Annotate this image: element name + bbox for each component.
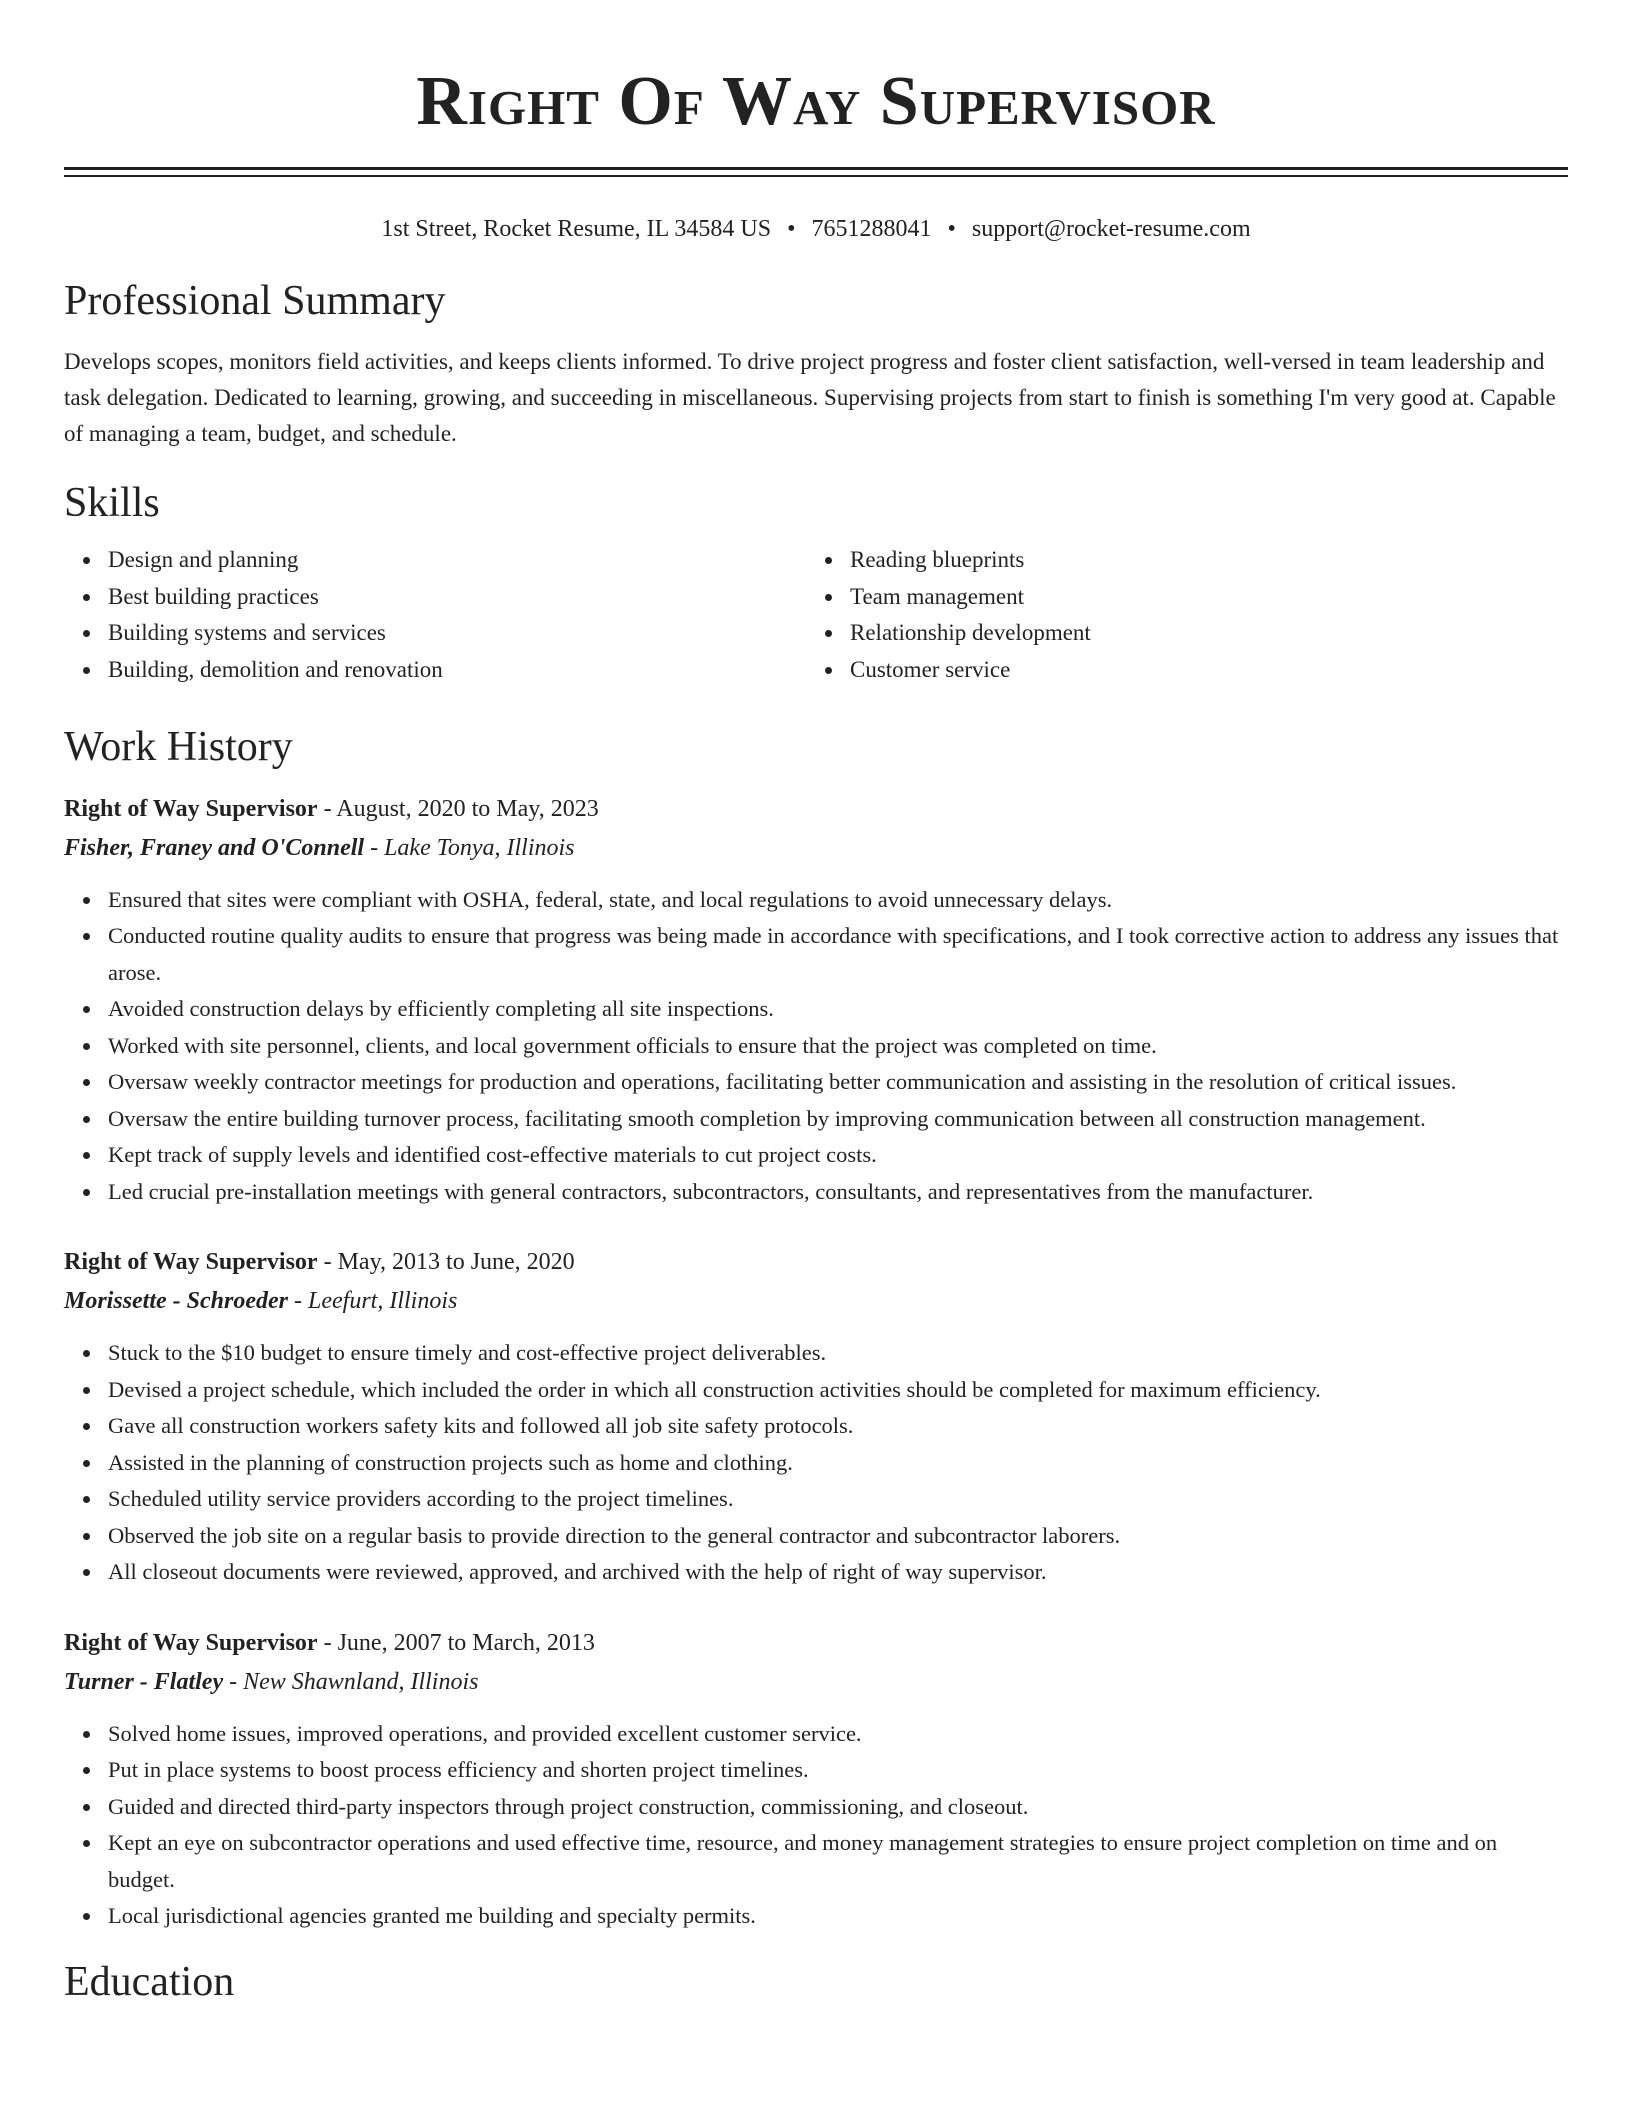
job-company: Fisher, Franey and O'Connell (64, 834, 365, 861)
job-bullet: Observed the job site on a regular basis to provide direction to the general contractor and subcontractor laborers. (108, 1518, 1568, 1555)
section-title-work-history: Work History (64, 723, 293, 770)
job-company: Morissette - Schroeder (64, 1288, 288, 1315)
skill-item: Customer service (850, 652, 1568, 689)
skill-item: Building systems and services (108, 615, 806, 652)
resume-page (64, 0, 1568, 2007)
job-bullet: Worked with site personnel, clients, and local government officials to ensure that the project was completed on time. (108, 1028, 1568, 1065)
skills-column-right (806, 542, 1568, 689)
job-bullets (64, 882, 1568, 1211)
job-bullets (64, 1335, 1568, 1591)
section-title-skills: Skills (64, 480, 160, 526)
job-bullet: Ensured that sites were compliant with OSHA, federal, state, and local regulations to avoid unnecessary delays. (108, 882, 1568, 919)
job-bullet: Oversaw the entire building turnover process, facilitating smooth completion by improving communication between all construction management. (108, 1101, 1568, 1138)
job-employer (64, 1282, 1568, 1321)
skill-item: Building, demolition and renovation (108, 652, 806, 689)
skill-item: Best building practices (108, 579, 806, 616)
job-company: Turner - Flatley (64, 1668, 224, 1695)
contact-separator: • (787, 216, 796, 242)
job-bullet: Kept track of supply levels and identified cost-effective materials to cut project costs. (108, 1137, 1568, 1174)
contact-phone: 7651288041 (811, 216, 932, 242)
candidate-name: Right Of Way Supervisor (416, 63, 1216, 140)
skills-list (64, 542, 1568, 689)
skill-item: Team management (850, 579, 1568, 616)
job-bullet: All closeout documents were reviewed, approved, and archived with the help of right of way supervisor. (108, 1554, 1568, 1591)
header-divider-thick (64, 167, 1568, 170)
job-title: Right of Way Supervisor (64, 1249, 318, 1276)
job-title: Right of Way Supervisor (64, 1629, 318, 1656)
job-employer (64, 1663, 1568, 1702)
job-bullet: Conducted routine quality audits to ensure that progress was being made in accordance with specifications, and I took corrective action to address any issues that arose. (108, 918, 1568, 991)
job-header (64, 1624, 1568, 1663)
job-bullet: Guided and directed third-party inspectors through project construction, commissioning, and closeout. (108, 1789, 1568, 1826)
job-header (64, 790, 1568, 829)
job-bullet: Put in place systems to boost process efficiency and shorten project timelines. (108, 1752, 1568, 1789)
job-bullet: Assisted in the planning of construction projects such as home and clothing. (108, 1445, 1568, 1482)
job-bullet: Stuck to the $10 budget to ensure timely and cost-effective project deliverables. (108, 1335, 1568, 1372)
job-bullet: Led crucial pre-installation meetings with general contractors, subcontractors, consultants, and representatives from the manufacturer. (108, 1174, 1568, 1211)
job-location: - Lake Tonya, Illinois (364, 834, 575, 861)
contact-line (64, 214, 1568, 244)
section-title-education: Education (64, 1958, 235, 2005)
job-title: Right of Way Supervisor (64, 795, 318, 822)
job-bullet: Solved home issues, improved operations, and provided excellent customer service. (108, 1716, 1568, 1753)
job-employer (64, 829, 1568, 868)
job-dates: - June, 2007 to March, 2013 (317, 1629, 595, 1656)
job-bullet: Devised a project schedule, which included the order in which all construction activities should be completed for maximum efficiency. (108, 1372, 1568, 1409)
contact-address: 1st Street, Rocket Resume, IL 34584 US (381, 216, 772, 242)
section-title-summary: Professional Summary (64, 278, 446, 324)
job-location: - Leefurt, Illinois (288, 1288, 458, 1315)
job-location: - New Shawnland, Illinois (223, 1668, 479, 1695)
job-bullets (64, 1716, 1568, 1935)
job-bullet: Local jurisdictional agencies granted me building and specialty permits. (108, 1898, 1568, 1935)
skills-column-left (64, 542, 806, 689)
job-bullet: Kept an eye on subcontractor operations and used effective time, resource, and money management strategies to ensure project completion on time and on budget. (108, 1825, 1568, 1898)
job-entry (64, 1624, 1568, 1935)
job-bullet: Oversaw weekly contractor meetings for production and operations, facilitating better communication and assisting in the resolution of critical issues. (108, 1064, 1568, 1101)
job-bullet: Gave all construction workers safety kits and followed all job site safety protocols. (108, 1408, 1568, 1445)
job-bullet: Scheduled utility service providers according to the project timelines. (108, 1481, 1568, 1518)
skill-item: Design and planning (108, 542, 806, 579)
skill-item: Reading blueprints (850, 542, 1568, 579)
contact-separator: • (947, 216, 956, 242)
job-bullet: Avoided construction delays by efficiently completing all site inspections. (108, 991, 1568, 1028)
contact-email: support@rocket-resume.com (971, 216, 1251, 242)
job-header (64, 1243, 1568, 1282)
job-dates: - May, 2013 to June, 2020 (317, 1249, 575, 1276)
skill-item: Relationship development (850, 615, 1568, 652)
summary-text: Develops scopes, monitors field activities, and keeps clients informed. To drive project progress and foster client satisfaction, well-versed in team leadership and task delegation. Dedicated to learning, growing, and succeeding in miscellaneous. Supervising projects from start to finish is something I'm very good at. Capable of managing a team, budget, and schedule. (64, 349, 1556, 446)
job-entry (64, 790, 1568, 1211)
job-entry (64, 1243, 1568, 1591)
job-dates: - August, 2020 to May, 2023 (317, 795, 599, 822)
header-divider-thin (64, 175, 1568, 177)
